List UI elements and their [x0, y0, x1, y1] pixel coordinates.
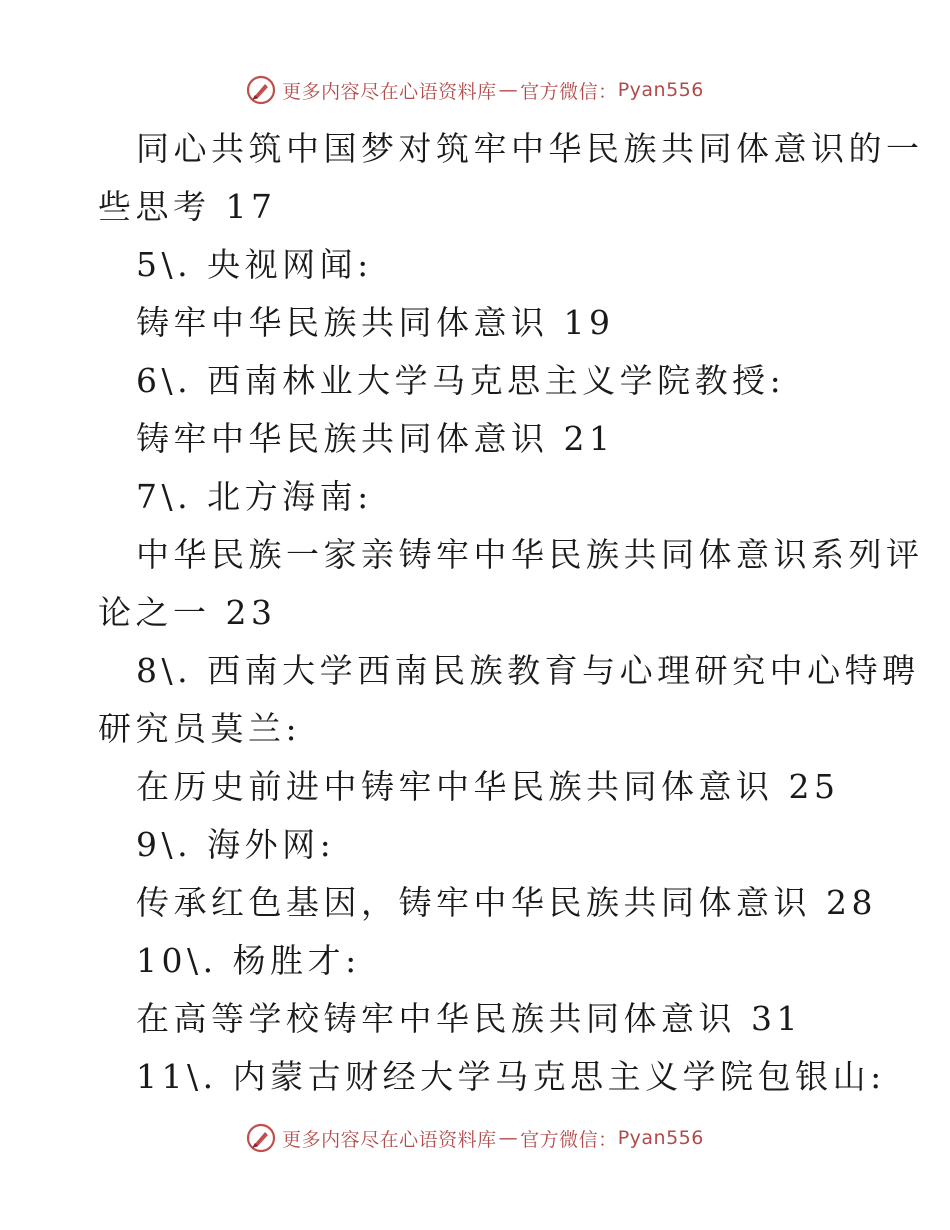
toc-line: 同心共筑中国梦对筑牢中华民族共同体意识的一	[136, 129, 924, 168]
toc-line: 中华民族一家亲铸牢中华民族共同体意识系列评	[136, 535, 924, 574]
toc-line: 研究员莫兰:	[98, 709, 302, 748]
footer-watermark	[0, 1118, 950, 1158]
toc-line: 7\. 北方海南:	[136, 477, 373, 516]
watermark-label: 官方微信：	[520, 80, 618, 103]
watermark-separator: —	[498, 79, 519, 101]
toc-line: 11\. 内蒙古财经大学马克思主义学院包银山:	[136, 1057, 886, 1096]
watermark-text: 更多内容尽在心语资料库	[282, 80, 497, 103]
toc-line: 10\. 杨胜才:	[136, 941, 361, 980]
toc-line: 6\. 西南林业大学马克思主义学院教授:	[136, 361, 786, 400]
toc-line: 8\. 西南大学西南民族教育与心理研究中心特聘	[136, 651, 920, 690]
pen-in-circle-icon	[246, 75, 276, 105]
header-watermark	[0, 70, 950, 110]
toc-line: 9\. 海外网:	[136, 825, 336, 864]
pen-in-circle-icon	[246, 1123, 276, 1153]
watermark-separator: —	[498, 1127, 519, 1149]
watermark-text: 更多内容尽在心语资料库	[282, 1128, 497, 1151]
toc-line: 在高等学校铸牢中华民族共同体意识 31	[136, 999, 802, 1038]
toc-line: 在历史前进中铸牢中华民族共同体意识 25	[136, 767, 840, 806]
toc-line: 些思考 17	[98, 187, 277, 226]
watermark-account: Pyan556	[617, 79, 704, 101]
toc-line: 论之一 23	[98, 593, 277, 632]
watermark-label: 官方微信：	[520, 1128, 618, 1151]
toc-line: 铸牢中华民族共同体意识 19	[136, 303, 615, 342]
toc-line: 5\. 央视网闻:	[136, 245, 373, 284]
toc-line: 传承红色基因，铸牢中华民族共同体意识 28	[136, 883, 877, 922]
watermark-account: Pyan556	[617, 1127, 704, 1149]
toc-body	[98, 120, 924, 1106]
toc-line: 铸牢中华民族共同体意识 21	[136, 419, 615, 458]
